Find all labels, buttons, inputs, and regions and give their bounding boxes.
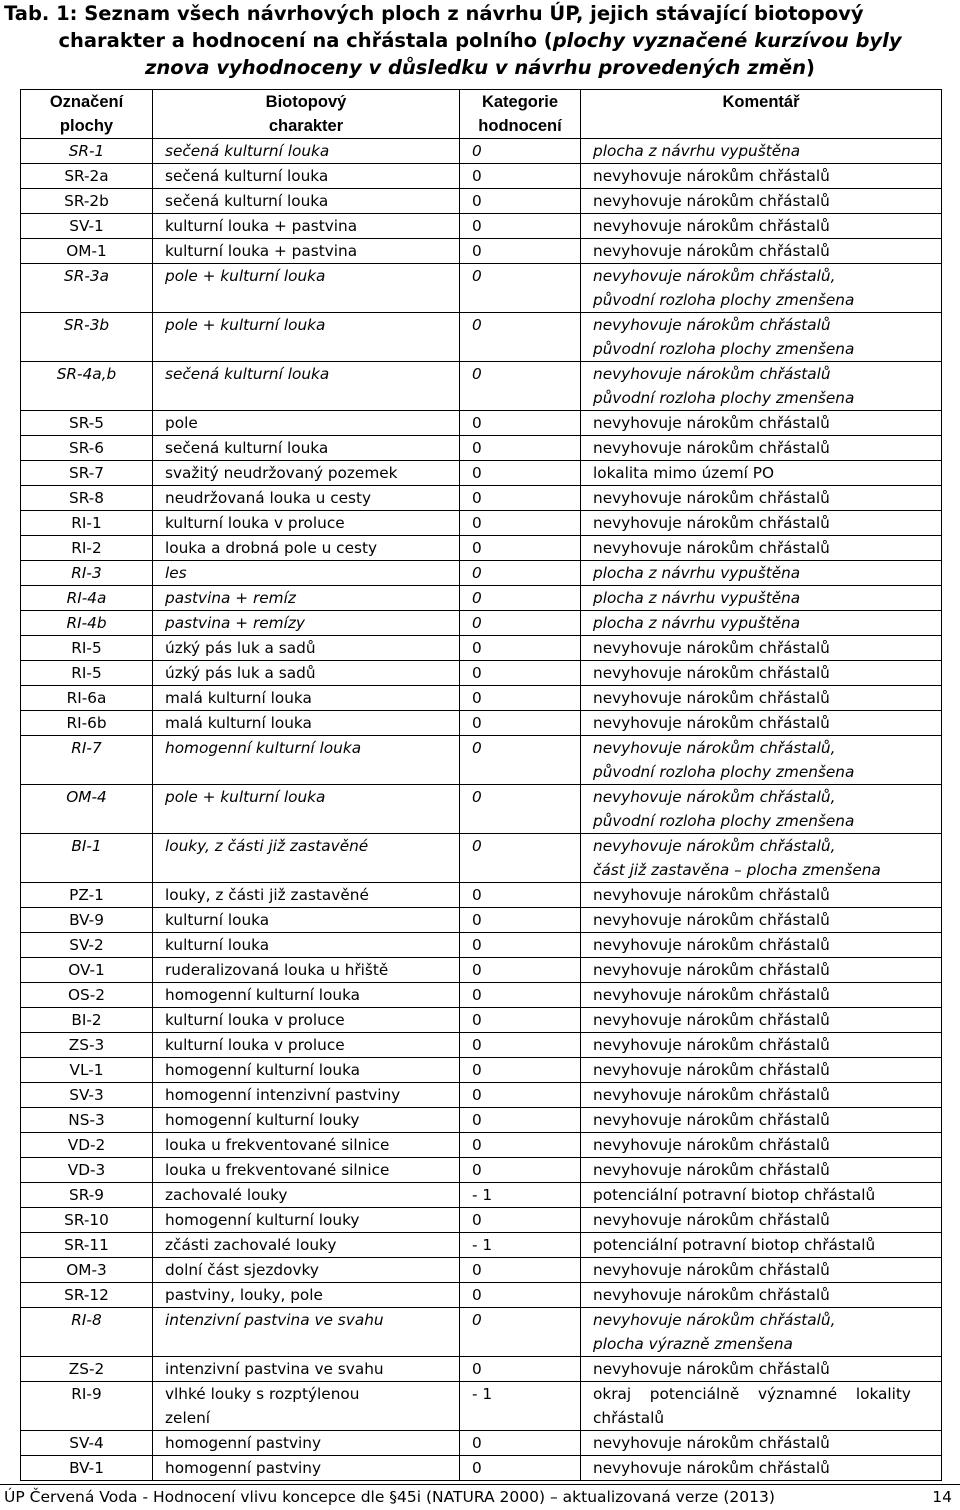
cell-oznaceni: SR-9	[21, 1183, 153, 1208]
cell-biotop: pastviny, louky, pole	[153, 1283, 460, 1308]
cell-kategorie: 0	[460, 1083, 581, 1108]
cell-komentar: nevyhovuje nárokům chřástalů	[581, 636, 942, 661]
cell-kategorie: 0	[460, 1308, 581, 1357]
header-komentar: Komentář	[581, 90, 942, 139]
cell-biotop: pastvina + remízy	[153, 611, 460, 636]
cell-komentar: nevyhovuje nárokům chřástalů	[581, 1083, 942, 1108]
table-row	[21, 214, 942, 239]
cell-komentar: nevyhovuje nárokům chřástalů	[581, 711, 942, 736]
cell-kategorie: 0	[460, 536, 581, 561]
cell-biotop: pole + kulturní louka	[153, 264, 460, 313]
cell-biotop: kulturní louka	[153, 933, 460, 958]
cell-biotop: les	[153, 561, 460, 586]
table-row	[21, 313, 942, 362]
cell-komentar: nevyhovuje nárokům chřástalů, plocha výrazně zmenšena	[581, 1308, 942, 1357]
page-footer: ÚP Červená Voda - Hodnocení vlivu koncepce dle §45i (NATURA 2000) – aktualizovaná verze (2013)	[4, 1488, 775, 1506]
cell-komentar: lokalita mimo území PO	[581, 461, 942, 486]
table-row	[21, 189, 942, 214]
cell-oznaceni: RI-2	[21, 536, 153, 561]
table-row	[21, 1382, 942, 1431]
cell-komentar: nevyhovuje nárokům chřástalů původní rozloha plochy zmenšena	[581, 362, 942, 411]
table-header-row	[21, 90, 942, 139]
cell-oznaceni: OM-3	[21, 1258, 153, 1283]
cell-kategorie: 0	[460, 362, 581, 411]
cell-kategorie: 0	[460, 661, 581, 686]
table-row	[21, 511, 942, 536]
caption-line-3	[0, 54, 960, 81]
table-row	[21, 785, 942, 834]
cell-kategorie: 0	[460, 711, 581, 736]
cell-oznaceni: SR-5	[21, 411, 153, 436]
cell-kategorie: - 1	[460, 1183, 581, 1208]
cell-biotop: neudržovaná louka u cesty	[153, 486, 460, 511]
cell-komentar: potenciální potravní biotop chřástalů	[581, 1233, 942, 1258]
cell-komentar: nevyhovuje nárokům chřástalů	[581, 536, 942, 561]
cell-komentar: nevyhovuje nárokům chřástalů	[581, 1456, 942, 1481]
cell-komentar: nevyhovuje nárokům chřástalů	[581, 686, 942, 711]
cell-oznaceni: RI-9	[21, 1382, 153, 1431]
cell-oznaceni: SR-3b	[21, 313, 153, 362]
table-row	[21, 686, 942, 711]
caption-line-2-italic: plochy vyznačené kurzívou byly	[552, 29, 902, 52]
table-row	[21, 1108, 942, 1133]
cell-biotop: louka u frekventované silnice	[153, 1133, 460, 1158]
cell-oznaceni: SR-8	[21, 486, 153, 511]
cell-biotop: louka a drobná pole u cesty	[153, 536, 460, 561]
cell-oznaceni: SV-4	[21, 1431, 153, 1456]
cell-kategorie: 0	[460, 264, 581, 313]
cell-biotop: louky, z části již zastavěné	[153, 834, 460, 883]
cell-kategorie: - 1	[460, 1233, 581, 1258]
header-biotop: Biotopový charakter	[153, 90, 460, 139]
comment-word: významné	[758, 1385, 838, 1403]
cell-kategorie: 0	[460, 908, 581, 933]
cell-oznaceni: RI-5	[21, 661, 153, 686]
cell-oznaceni: BV-1	[21, 1456, 153, 1481]
cell-komentar: nevyhovuje nárokům chřástalů	[581, 1208, 942, 1233]
cell-komentar: nevyhovuje nárokům chřástalů	[581, 933, 942, 958]
table-row	[21, 1308, 942, 1357]
cell-komentar: nevyhovuje nárokům chřástalů	[581, 486, 942, 511]
cell-kategorie: 0	[460, 1258, 581, 1283]
page-number: 14	[932, 1488, 952, 1506]
cell-komentar: nevyhovuje nárokům chřástalů	[581, 1033, 942, 1058]
table-row	[21, 983, 942, 1008]
cell-biotop: úzký pás luk a sadů	[153, 661, 460, 686]
cell-biotop: sečená kulturní louka	[153, 436, 460, 461]
cell-komentar: plocha z návrhu vypuštěna	[581, 561, 942, 586]
cell-oznaceni: VD-3	[21, 1158, 153, 1183]
cell-komentar: potenciální potravní biotop chřástalů	[581, 1183, 942, 1208]
cell-oznaceni: SR-2b	[21, 189, 153, 214]
table-body	[21, 139, 942, 1481]
cell-oznaceni: SR-11	[21, 1233, 153, 1258]
cell-biotop: pole + kulturní louka	[153, 785, 460, 834]
cell-oznaceni: SR-1	[21, 139, 153, 164]
cell-biotop: homogenní pastviny	[153, 1431, 460, 1456]
cell-oznaceni: BI-2	[21, 1008, 153, 1033]
cell-komentar: nevyhovuje nárokům chřástalů, část již zastavěna – plocha zmenšena	[581, 834, 942, 883]
table-row	[21, 164, 942, 189]
table-row	[21, 362, 942, 411]
cell-biotop: homogenní kulturní louka	[153, 736, 460, 785]
table-row	[21, 1033, 942, 1058]
cell-kategorie: 0	[460, 983, 581, 1008]
table-row	[21, 736, 942, 785]
table-caption	[0, 0, 960, 84]
cell-komentar: nevyhovuje nárokům chřástalů	[581, 189, 942, 214]
comment-word: lokality	[855, 1385, 911, 1403]
cell-komentar: nevyhovuje nárokům chřástalů	[581, 164, 942, 189]
cell-oznaceni: SR-3a	[21, 264, 153, 313]
cell-kategorie: 0	[460, 933, 581, 958]
cell-oznaceni: VL-1	[21, 1058, 153, 1083]
cell-oznaceni: OV-1	[21, 958, 153, 983]
cell-kategorie: 0	[460, 611, 581, 636]
cell-kategorie: 0	[460, 1357, 581, 1382]
cell-kategorie: 0	[460, 1283, 581, 1308]
cell-biotop: pastvina + remíz	[153, 586, 460, 611]
caption-line-3-suffix: )	[806, 56, 815, 79]
cell-komentar: plocha z návrhu vypuštěna	[581, 611, 942, 636]
cell-oznaceni: SV-2	[21, 933, 153, 958]
table-row	[21, 1258, 942, 1283]
cell-kategorie: 0	[460, 736, 581, 785]
table-row	[21, 461, 942, 486]
cell-kategorie: 0	[460, 1431, 581, 1456]
cell-oznaceni: ZS-2	[21, 1357, 153, 1382]
table-row	[21, 1133, 942, 1158]
table-row	[21, 1431, 942, 1456]
cell-kategorie: 0	[460, 511, 581, 536]
cell-biotop: louky, z části již zastavěné	[153, 883, 460, 908]
cell-kategorie: 0	[460, 1008, 581, 1033]
cell-kategorie: 0	[460, 486, 581, 511]
table-row	[21, 411, 942, 436]
cell-biotop: úzký pás luk a sadů	[153, 636, 460, 661]
cell-biotop: pole	[153, 411, 460, 436]
table-row	[21, 834, 942, 883]
cell-kategorie: 0	[460, 436, 581, 461]
cell-biotop: ruderalizovaná louka u hřiště	[153, 958, 460, 983]
cell-komentar: nevyhovuje nárokům chřástalů	[581, 661, 942, 686]
comment-word: potenciálně	[649, 1385, 740, 1403]
cell-biotop: vlhké louky s rozptýlenou zelení	[153, 1382, 460, 1431]
cell-kategorie: 0	[460, 411, 581, 436]
cell-kategorie: 0	[460, 636, 581, 661]
cell-kategorie: 0	[460, 561, 581, 586]
cell-oznaceni: RI-5	[21, 636, 153, 661]
caption-line-2-prefix: charakter a hodnocení na chřástala polního (	[58, 29, 553, 52]
cell-komentar: nevyhovuje nárokům chřástalů původní rozloha plochy zmenšena	[581, 313, 942, 362]
cell-komentar: nevyhovuje nárokům chřástalů	[581, 1108, 942, 1133]
cell-komentar: nevyhovuje nárokům chřástalů, původní rozloha plochy zmenšena	[581, 264, 942, 313]
cell-oznaceni: SR-6	[21, 436, 153, 461]
cell-komentar: nevyhovuje nárokům chřástalů	[581, 1357, 942, 1382]
areas-table	[20, 89, 942, 1481]
table-row	[21, 636, 942, 661]
cell-biotop: homogenní intenzivní pastviny	[153, 1083, 460, 1108]
cell-komentar: nevyhovuje nárokům chřástalů	[581, 1283, 942, 1308]
cell-biotop: sečená kulturní louka	[153, 139, 460, 164]
table-row	[21, 1083, 942, 1108]
cell-kategorie: 0	[460, 586, 581, 611]
cell-kategorie: 0	[460, 785, 581, 834]
table-row	[21, 1008, 942, 1033]
cell-oznaceni: SR-4a,b	[21, 362, 153, 411]
cell-oznaceni: SR-12	[21, 1283, 153, 1308]
table-row	[21, 436, 942, 461]
cell-oznaceni: RI-6a	[21, 686, 153, 711]
caption-line-1: Tab. 1: Seznam všech návrhových ploch z návrhu ÚP, jejich stávající biotopový	[4, 2, 864, 25]
cell-biotop: homogenní kulturní louka	[153, 1058, 460, 1083]
cell-oznaceni: RI-8	[21, 1308, 153, 1357]
cell-biotop: louka u frekventované silnice	[153, 1158, 460, 1183]
cell-kategorie: 0	[460, 189, 581, 214]
table-row	[21, 661, 942, 686]
cell-kategorie: 0	[460, 239, 581, 264]
cell-oznaceni: ZS-3	[21, 1033, 153, 1058]
cell-komentar: nevyhovuje nárokům chřástalů	[581, 883, 942, 908]
cell-komentar: plocha z návrhu vypuštěna	[581, 139, 942, 164]
cell-kategorie: 0	[460, 1058, 581, 1083]
table-row	[21, 264, 942, 313]
header-kategorie: Kategorie hodnocení	[460, 90, 581, 139]
cell-oznaceni: BI-1	[21, 834, 153, 883]
cell-komentar: plocha z návrhu vypuštěna	[581, 586, 942, 611]
cell-biotop: zčásti zachovalé louky	[153, 1233, 460, 1258]
cell-biotop: homogenní kulturní louky	[153, 1208, 460, 1233]
cell-oznaceni: OS-2	[21, 983, 153, 1008]
table-row	[21, 586, 942, 611]
table-row	[21, 1158, 942, 1183]
table-row	[21, 486, 942, 511]
comment-word: okraj	[593, 1385, 632, 1403]
cell-komentar: nevyhovuje nárokům chřástalů	[581, 983, 942, 1008]
cell-biotop: kulturní louka	[153, 908, 460, 933]
cell-kategorie: 0	[460, 1108, 581, 1133]
cell-biotop: homogenní kulturní louka	[153, 983, 460, 1008]
cell-komentar: nevyhovuje nárokům chřástalů	[581, 1008, 942, 1033]
caption-line-3-italic: znova vyhodnoceny v důsledku v návrhu provedených změn	[145, 56, 807, 79]
cell-biotop: sečená kulturní louka	[153, 189, 460, 214]
cell-oznaceni: RI-6b	[21, 711, 153, 736]
cell-oznaceni: RI-1	[21, 511, 153, 536]
cell-komentar: nevyhovuje nárokům chřástalů	[581, 239, 942, 264]
cell-oznaceni: RI-4a	[21, 586, 153, 611]
cell-komentar: nevyhovuje nárokům chřástalů	[581, 1258, 942, 1283]
cell-biotop: svažitý neudržovaný pozemek	[153, 461, 460, 486]
cell-kategorie: 0	[460, 1033, 581, 1058]
cell-biotop: malá kulturní louka	[153, 686, 460, 711]
cell-biotop: dolní část sjezdovky	[153, 1258, 460, 1283]
table-row	[21, 1208, 942, 1233]
cell-komentar: nevyhovuje nárokům chřástalů	[581, 511, 942, 536]
cell-komentar: nevyhovuje nárokům chřástalů, původní rozloha plochy zmenšena	[581, 785, 942, 834]
cell-oznaceni: OM-1	[21, 239, 153, 264]
cell-biotop: intenzivní pastvina ve svahu	[153, 1308, 460, 1357]
table-row	[21, 1357, 942, 1382]
cell-biotop: kulturní louka v proluce	[153, 1008, 460, 1033]
cell-biotop: kulturní louka + pastvina	[153, 214, 460, 239]
cell-oznaceni: RI-7	[21, 736, 153, 785]
cell-kategorie: 0	[460, 883, 581, 908]
cell-oznaceni: RI-4b	[21, 611, 153, 636]
cell-biotop: intenzivní pastvina ve svahu	[153, 1357, 460, 1382]
table-row	[21, 536, 942, 561]
cell-komentar: nevyhovuje nárokům chřástalů	[581, 411, 942, 436]
table-row	[21, 1456, 942, 1481]
cell-komentar: nevyhovuje nárokům chřástalů, původní rozloha plochy zmenšena	[581, 736, 942, 785]
table-row	[21, 561, 942, 586]
cell-komentar: nevyhovuje nárokům chřástalů	[581, 436, 942, 461]
cell-oznaceni: NS-3	[21, 1108, 153, 1133]
cell-oznaceni: SR-7	[21, 461, 153, 486]
table-row	[21, 1283, 942, 1308]
cell-oznaceni: SV-1	[21, 214, 153, 239]
cell-biotop: kulturní louka + pastvina	[153, 239, 460, 264]
cell-oznaceni: SR-2a	[21, 164, 153, 189]
cell-biotop: malá kulturní louka	[153, 711, 460, 736]
cell-kategorie: 0	[460, 958, 581, 983]
cell-biotop: homogenní pastviny	[153, 1456, 460, 1481]
header-oznaceni: Označení plochy	[21, 90, 153, 139]
cell-kategorie: 0	[460, 686, 581, 711]
table-row	[21, 958, 942, 983]
caption-line-2	[0, 27, 960, 54]
cell-kategorie: 0	[460, 1158, 581, 1183]
table-row	[21, 883, 942, 908]
cell-kategorie: 0	[460, 164, 581, 189]
cell-kategorie: - 1	[460, 1382, 581, 1431]
cell-oznaceni: VD-2	[21, 1133, 153, 1158]
cell-komentar: nevyhovuje nárokům chřástalů	[581, 1133, 942, 1158]
footer-rule	[0, 1484, 960, 1485]
cell-oznaceni: BV-9	[21, 908, 153, 933]
cell-oznaceni: PZ-1	[21, 883, 153, 908]
cell-kategorie: 0	[460, 1208, 581, 1233]
cell-biotop: kulturní louka v proluce	[153, 1033, 460, 1058]
cell-kategorie: 0	[460, 834, 581, 883]
cell-biotop: sečená kulturní louka	[153, 164, 460, 189]
table-row	[21, 1058, 942, 1083]
cell-biotop: sečená kulturní louka	[153, 362, 460, 411]
cell-komentar: nevyhovuje nárokům chřástalů	[581, 214, 942, 239]
cell-oznaceni: OM-4	[21, 785, 153, 834]
cell-komentar: nevyhovuje nárokům chřástalů	[581, 1058, 942, 1083]
table-row	[21, 239, 942, 264]
cell-biotop: pole + kulturní louka	[153, 313, 460, 362]
cell-komentar: nevyhovuje nárokům chřástalů	[581, 958, 942, 983]
table-row	[21, 1233, 942, 1258]
cell-komentar: nevyhovuje nárokům chřástalů	[581, 1431, 942, 1456]
table-row	[21, 611, 942, 636]
cell-oznaceni: RI-3	[21, 561, 153, 586]
cell-komentar: okraj potenciálně významné lokality chřástalů	[581, 1382, 942, 1431]
cell-kategorie: 0	[460, 313, 581, 362]
cell-kategorie: 0	[460, 1133, 581, 1158]
cell-oznaceni: SV-3	[21, 1083, 153, 1108]
table-row	[21, 908, 942, 933]
cell-kategorie: 0	[460, 1456, 581, 1481]
cell-kategorie: 0	[460, 139, 581, 164]
cell-komentar: nevyhovuje nárokům chřástalů	[581, 908, 942, 933]
cell-biotop: kulturní louka v proluce	[153, 511, 460, 536]
cell-biotop: homogenní kulturní louky	[153, 1108, 460, 1133]
cell-kategorie: 0	[460, 214, 581, 239]
cell-kategorie: 0	[460, 461, 581, 486]
table-row	[21, 1183, 942, 1208]
table-row	[21, 711, 942, 736]
cell-biotop: zachovalé louky	[153, 1183, 460, 1208]
table-row	[21, 933, 942, 958]
table-row	[21, 139, 942, 164]
cell-komentar: nevyhovuje nárokům chřástalů	[581, 1158, 942, 1183]
cell-oznaceni: SR-10	[21, 1208, 153, 1233]
